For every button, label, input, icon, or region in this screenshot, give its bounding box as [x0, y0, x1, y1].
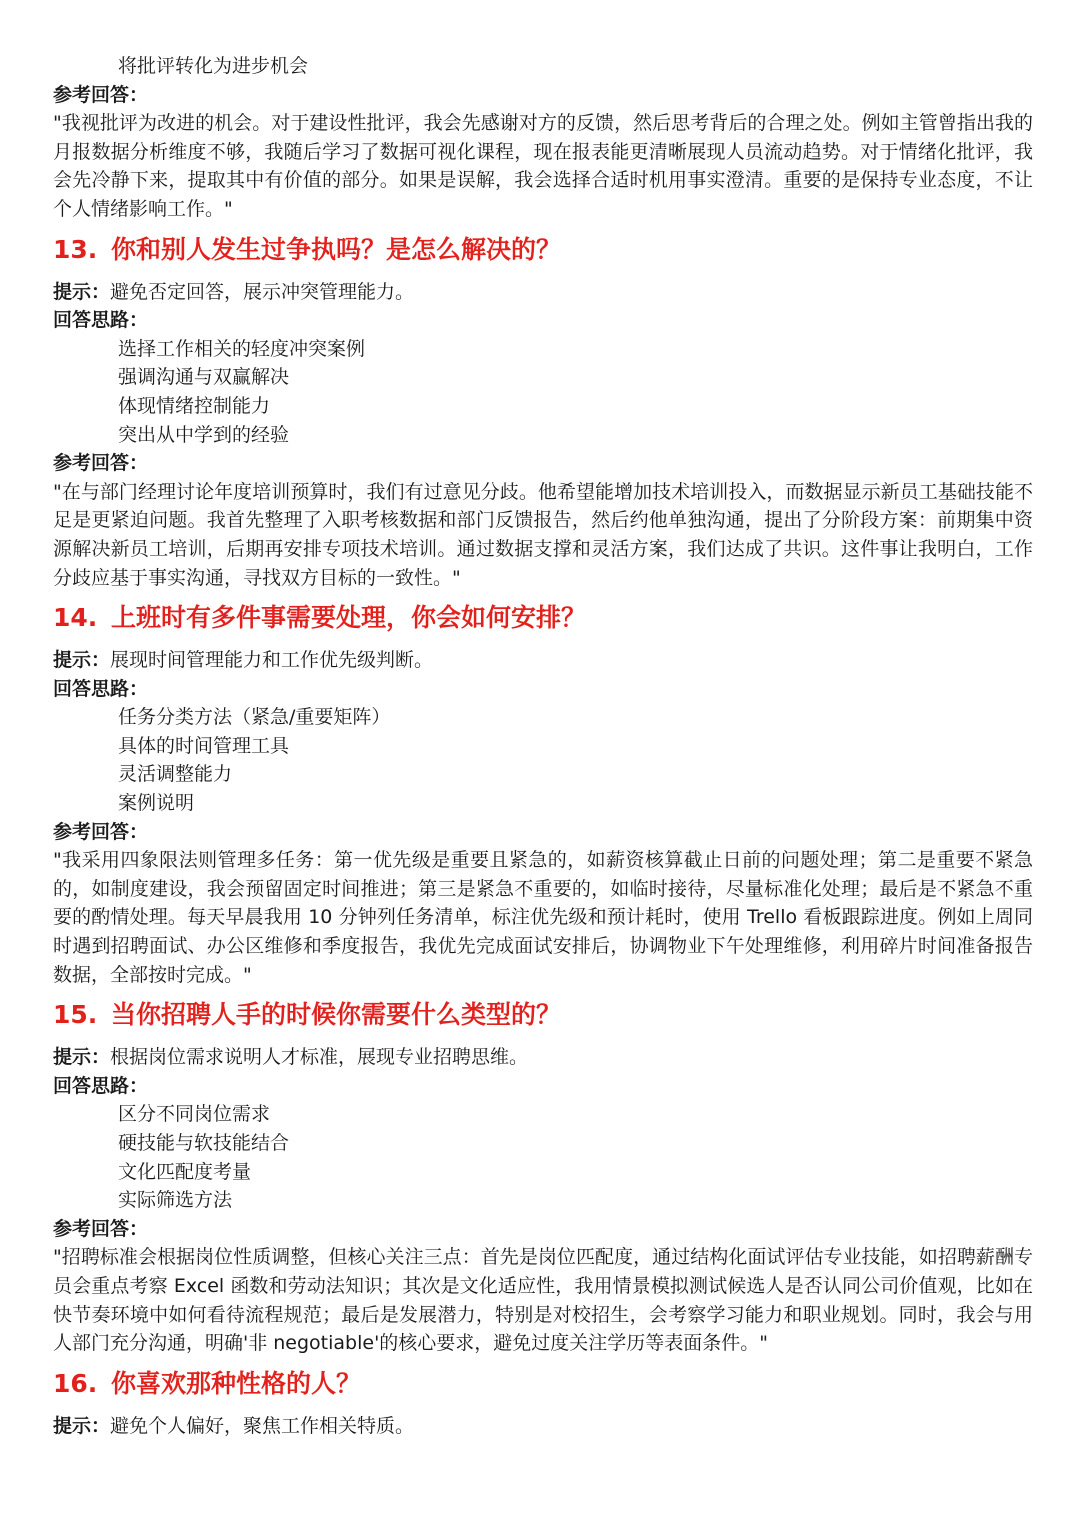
question-heading-15: [53, 1000, 1033, 1030]
question-heading-13: [53, 235, 1033, 265]
bullet-item: 灵活调整能力: [118, 763, 233, 786]
bullet-item: 具体的时间管理工具: [118, 734, 290, 757]
answer-label: 参考回答：: [53, 820, 149, 843]
question-number: 14.: [53, 603, 98, 633]
question-title: 上班时有多件事需要处理，你会如何安排？: [111, 603, 587, 633]
document-page: [53, 52, 1033, 1440]
bullet-item: 将批评转化为进步机会: [118, 55, 309, 77]
hint-text: 根据岗位需求说明人才标准，展现专业招聘思维。: [110, 1046, 529, 1069]
approach-label: 回答思路：: [53, 309, 149, 332]
hint-label: 提示：: [53, 1046, 111, 1069]
bullet-item: 强调沟通与双赢解决: [118, 366, 290, 389]
bullet-item: 文化匹配度考量: [118, 1160, 252, 1183]
bullet-item: 硬技能与软技能结合: [118, 1132, 290, 1154]
question-heading-14: [53, 603, 1033, 633]
bullet-item: 区分不同岗位需求: [118, 1103, 271, 1126]
question-title: 你和别人发生过争执吗？是怎么解决的？: [111, 234, 562, 264]
bullet-item: 案例说明: [118, 792, 195, 815]
hint-label: 提示：: [53, 280, 111, 303]
hint-line: [53, 646, 1033, 675]
answer-label: 参考回答：: [53, 83, 149, 106]
approach-label: 回答思路：: [53, 677, 149, 700]
answer-paragraph: "在与部门经理讨论年度培训预算时，我们有过意见分歧。他希望能增加技术培训投入，而数据显示新员工基础技能不足是更紧迫问题。我首先整理了入职考核数据和部门反馈报告，然后约他单独沟通，提出了分阶段方案：前期集中资源解决新员工培训，后期再安排专项技术培训。通过数据支撑和灵活方案，我们达成了共识。这件事让我明白，工作分歧应基于事实沟通，寻找双方目标的一致性。": [53, 480, 1033, 589]
hint-text: 避免个人偏好，聚焦工作相关特质。: [110, 1414, 415, 1437]
hint-line: [53, 1043, 1033, 1072]
hint-text: 避免否定回答，展示冲突管理能力。: [110, 280, 415, 303]
bullet-item: 实际筛选方法: [118, 1189, 233, 1212]
question-heading-16: [53, 1369, 1033, 1399]
hint-line: [53, 278, 1033, 307]
question-number: 13.: [53, 234, 98, 264]
question-number: 15.: [53, 1000, 98, 1030]
question-title: 当你招聘人手的时候你需要什么类型的？: [111, 1000, 562, 1030]
bullet-item: 突出从中学到的经验: [118, 423, 290, 446]
question-title: 你喜欢那种性格的人？: [111, 1368, 362, 1398]
question-number: 16.: [53, 1368, 98, 1398]
answer-paragraph: "招聘标准会根据岗位性质调整，但核心关注三点：首先是岗位匹配度，通过结构化面试评估专业技能，如招聘薪酬专员会重点考察 Excel 函数和劳动法知识；其次是文化适应性，我用情景模拟测试候选人是否认同公司价值观，比如在快节奏环境中如何看待流程规范；最后是发展潜力，特别是对校招生，会考察学习能力和职业规划。同时，我会与用人部门充分沟通，明确'非 negotiable'的核心要求，避免过度关注学历等表面条件。": [53, 1246, 1033, 1355]
approach-label: 回答思路：: [53, 1074, 149, 1097]
bullet-item: 体现情绪控制能力: [118, 394, 271, 417]
hint-label: 提示：: [53, 1414, 111, 1437]
hint-text: 展现时间管理能力和工作优先级判断。: [110, 649, 434, 672]
hint-line: [53, 1412, 1033, 1441]
hint-label: 提示：: [53, 649, 111, 672]
answer-paragraph: "我视批评为改进的机会。对于建设性批评，我会先感谢对方的反馈，然后思考背后的合理之处。例如主管曾指出我的月报数据分析维度不够，我随后学习了数据可视化课程，现在报表能更清晰展现人员流动趋势。对于情绪化批评，我会先冷静下来，提取其中有价值的部分。如果是误解，我会选择合适时机用事实澄清。重要的是保持专业态度，不让个人情绪影响工作。": [53, 112, 1033, 220]
bullet-item: 选择工作相关的轻度冲突案例: [118, 337, 366, 360]
answer-label: 参考回答：: [53, 1217, 149, 1240]
answer-paragraph: "我采用四象限法则管理多任务：第一优先级是重要且紧急的，如薪资核算截止日前的问题处理；第二是重要不紧急的，如制度建设，我会预留固定时间推进；第三是紧急不重要的，如临时接待，尽量标准化处理；最后是不紧急不重要的酌情处理。每天早晨我用 10 分钟列任务清单，标注优先级和预计耗时，使用 Trello 看板跟踪进度。例如上周同时遇到招聘面试、办公区维修和季度报告，我优先完成面试安排后，协调物业下午处理维修，利用碎片时间准备报告数据，全部按时完成。": [53, 849, 1033, 986]
answer-label: 参考回答：: [53, 452, 149, 475]
bullet-item: 任务分类方法（紧急/重要矩阵）: [118, 706, 391, 729]
